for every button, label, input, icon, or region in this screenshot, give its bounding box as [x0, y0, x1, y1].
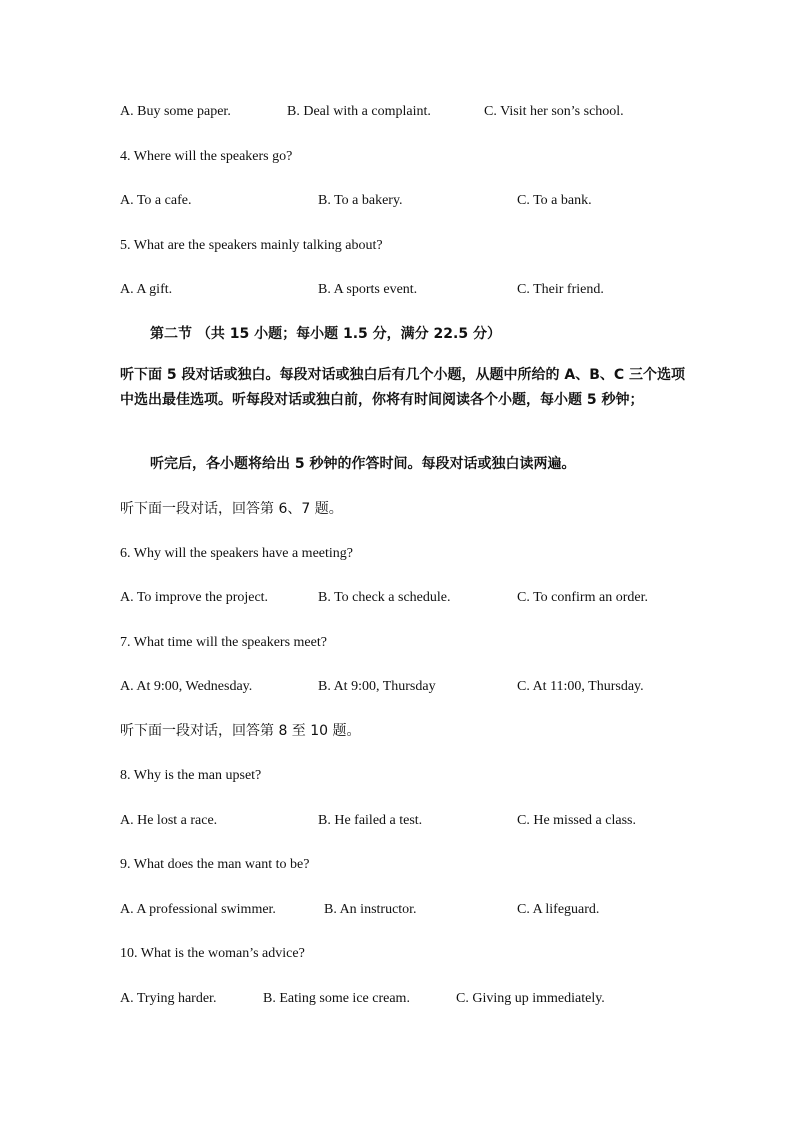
group2-intro: 听下面一段对话，回答第 8 至 10 题。: [120, 723, 361, 739]
q8-option-b: B. He failed a test.: [318, 813, 423, 828]
q6-question: 6. Why will the speakers have a meeting?: [120, 546, 353, 561]
q3-option-a: A. Buy some paper.: [120, 104, 231, 119]
q7-option-a: A. At 9:00, Wednesday.: [120, 679, 253, 694]
section-instruction-2: 听完后，各小题将给出 5 秒钟的作答时间。每段对话或独白读两遍。: [150, 456, 576, 472]
q8-option-c: C. He missed a class.: [517, 813, 636, 828]
section-heading: 第二节 （共 15 小题；每小题 1.5 分，满分 22.5 分）: [150, 326, 501, 342]
q10-question: 10. What is the woman’s advice?: [120, 946, 305, 961]
q3-option-c: C. Visit her son’s school.: [484, 104, 624, 119]
q6-option-c: C. To confirm an order.: [517, 590, 648, 605]
group1-intro: 听下面一段对话，回答第 6、7 题。: [120, 501, 343, 517]
q5-option-c: C. Their friend.: [517, 282, 604, 297]
q10-option-c: C. Giving up immediately.: [456, 991, 605, 1006]
q5-option-a: A. A gift.: [120, 282, 173, 297]
q8-question: 8. Why is the man upset?: [120, 768, 262, 783]
q5-option-b: B. A sports event.: [318, 282, 418, 297]
q10-option-a: A. Trying harder.: [120, 991, 217, 1006]
q5-question: 5. What are the speakers mainly talking about?: [120, 238, 383, 253]
q9-option-b: B. An instructor.: [324, 902, 417, 917]
q9-option-c: C. A lifeguard.: [517, 902, 600, 917]
q9-option-a: A. A professional swimmer.: [120, 902, 276, 917]
q4-option-b: B. To a bakery.: [318, 193, 403, 208]
q10-option-b: B. Eating some ice cream.: [263, 991, 410, 1006]
section-instruction: 听下面 5 段对话或独白。每段对话或独白后有几个小题，从题中所给的 A、B、C 三个选项中选出最佳选项。听每段对话或独白前，你将有时间阅读各个小题，每小题 5 秒钟；: [120, 367, 686, 408]
q7-option-b: B. At 9:00, Thursday: [318, 679, 436, 694]
q8-option-a: A. He lost a race.: [120, 813, 218, 828]
q6-option-a: A. To improve the project.: [120, 590, 269, 605]
q7-option-c: C. At 11:00, Thursday.: [517, 679, 644, 694]
q4-question: 4. Where will the speakers go?: [120, 149, 293, 164]
q3-option-b: B. Deal with a complaint.: [287, 104, 431, 119]
q6-option-b: B. To check a schedule.: [318, 590, 451, 605]
q7-question: 7. What time will the speakers meet?: [120, 635, 327, 650]
q4-option-a: A. To a cafe.: [120, 193, 192, 208]
q4-option-c: C. To a bank.: [517, 193, 592, 208]
q9-question: 9. What does the man want to be?: [120, 857, 310, 872]
